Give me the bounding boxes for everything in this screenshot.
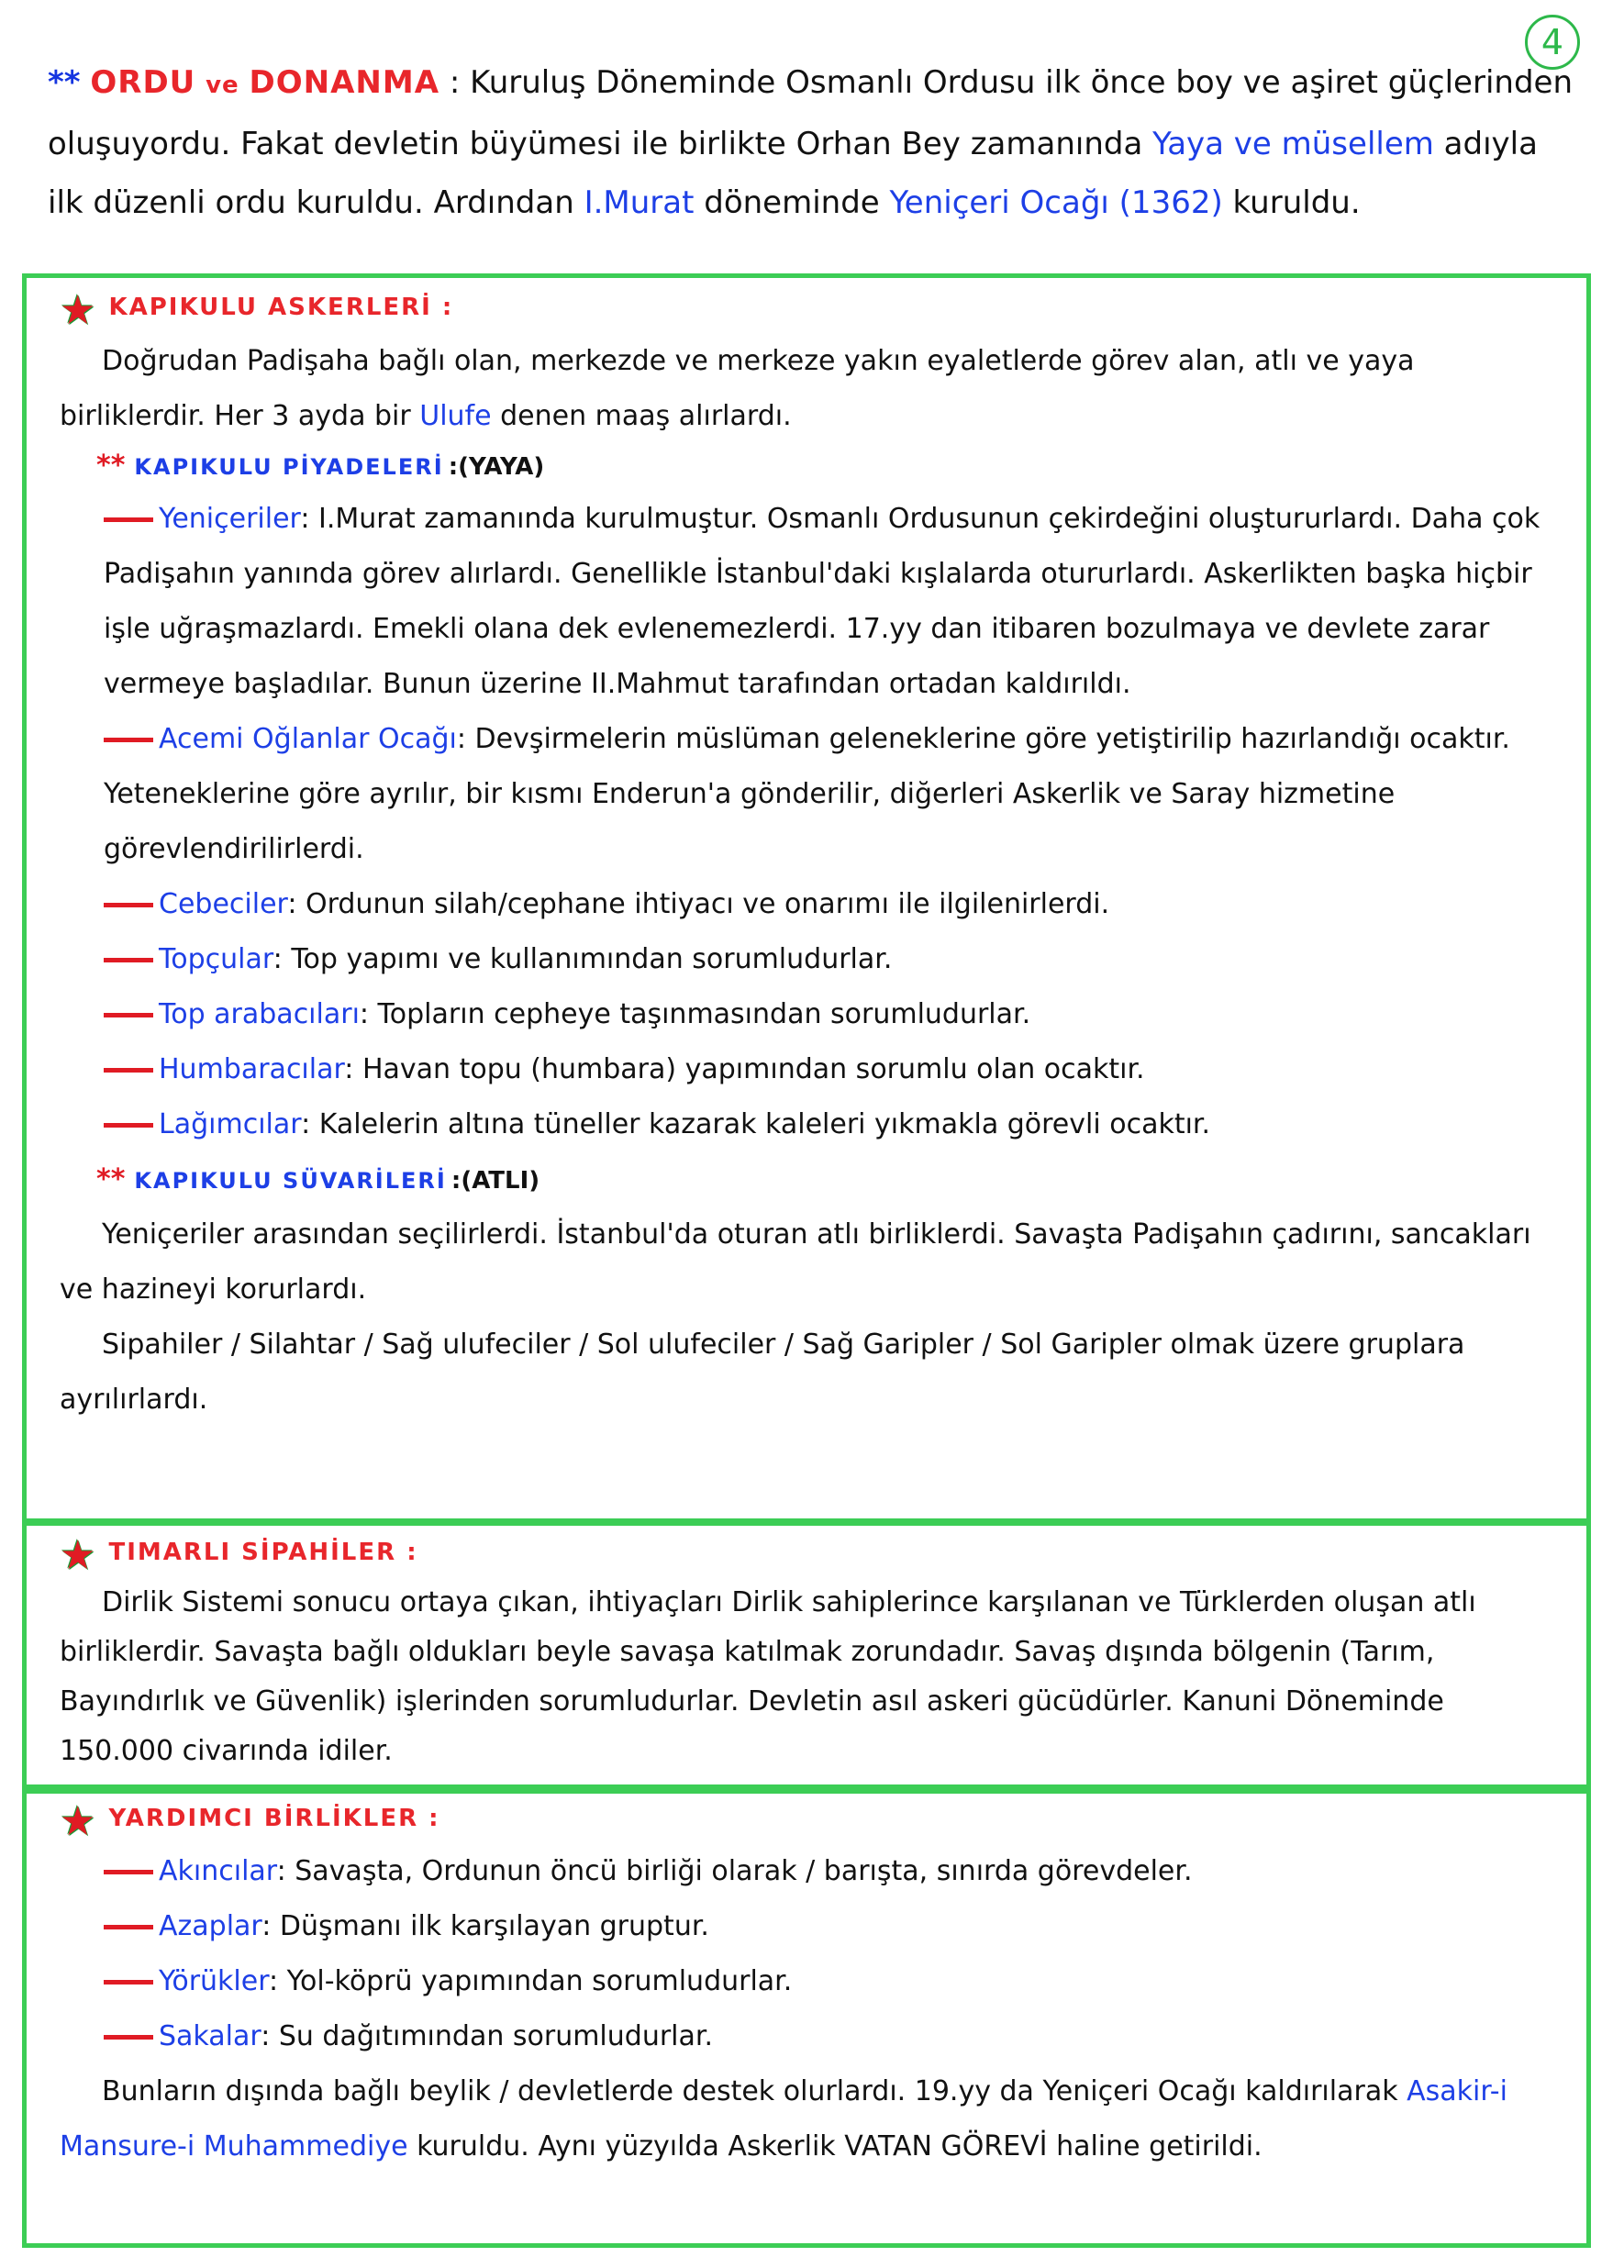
kapikulu-intro-a: Doğrudan Padişaha bağlı olan, merkezde ve merkeze yakın eyaletlerde görev alan, atlı ve yaya birliklerdir. Her 3 ayda bir <box>60 345 1415 432</box>
kapikulu-content <box>60 284 1564 1428</box>
item-text: : Topların cepheye taşınmasından sorumludurlar. <box>359 998 1031 1030</box>
term-akincilar: Akıncılar <box>159 1855 277 1887</box>
term-lagimcilar: Lağımcılar <box>159 1108 302 1140</box>
term-asakir: Asakir-i Mansure-i Muhammediye <box>60 2075 1507 2162</box>
dash-bullet <box>104 517 153 522</box>
timarli-title: TIMARLI SİPAHİLER : <box>108 1539 418 1566</box>
term-azaplar: Azaplar <box>159 1910 262 1942</box>
kapikulu-section <box>22 273 1591 1523</box>
page-number: 4 <box>1525 15 1580 70</box>
kapikulu-intro <box>60 334 1564 444</box>
item-text: : Top yapımı ve kullanımından sorumludurlar. <box>273 943 893 975</box>
item-text: : Ordunun silah/cephane ihtiyacı ve onarımı ile ilgilenirlerdi. <box>287 888 1110 920</box>
term-sakalar: Sakalar <box>159 2020 261 2052</box>
item-text: : Savaşta, Ordunun öncü birliği olarak / barışta, sınırda görevdeler. <box>276 1855 1193 1887</box>
piyade-item-topcular <box>60 932 1564 987</box>
item-text: : Su dağıtımından sorumludurlar. <box>261 2020 714 2052</box>
star-icon: ★ <box>60 286 96 334</box>
timarli-heading <box>60 1529 1564 1578</box>
term-humbaracilar: Humbaracılar <box>159 1053 345 1085</box>
item-text: : Düşmanı ilk karşılayan gruptur. <box>261 1910 709 1942</box>
yardimci-item-sakalar <box>60 2009 1564 2064</box>
header-text-a: Kuruluş Döneminde Osmanlı Ordusu ilk önce boy ve aşiret güçlerinden oluşuyordu. Fakat devletin büyümesi ile birlikte Orhan Bey zamanında <box>48 64 1573 162</box>
dash-bullet <box>104 1123 153 1128</box>
piyade-title: KAPIKULU PİYADELERİ <box>134 454 444 480</box>
yardimci-content <box>60 1796 1564 2174</box>
suvari-heading <box>60 1156 1564 1207</box>
suvari-para-2: Sipahiler / Silahtar / Sağ ulufeciler / Sol ulufeciler / Sağ Garipler / Sol Garipler olmak üzere gruplara ayrılırlardı. <box>60 1329 1465 1416</box>
term-murat: I.Murat <box>584 184 695 221</box>
dash-bullet <box>104 738 153 742</box>
term-yeniceri-ocagi: Yeniçeri Ocağı (1362) <box>889 184 1223 221</box>
term-acemi-oglanlar: Acemi Oğlanlar Ocağı <box>159 723 457 755</box>
term-yeniceriler: Yeniçeriler <box>159 503 301 535</box>
yardimci-title: YARDIMCI BİRLİKLER : <box>108 1805 440 1832</box>
term-top-arabacilari: Top arabacıları <box>159 998 360 1030</box>
dash-bullet <box>104 1870 153 1874</box>
header-text-d: kuruldu. <box>1222 184 1361 221</box>
timarli-content <box>60 1529 1564 1776</box>
timarli-text: Dirlik Sistemi sonucu ortaya çıkan, ihtiyaçları Dirlik sahiplerince karşılanan ve Türklerden oluşan atlı birliklerdir. Savaşta bağlı oldukları beyle savaşa katılmak zorundadır. Savaş dışında bölgenin (Tarım, Bayındırlık ve Güvenlik) işlerinden sorumludurlar. Devletin asıl askeri gücüdürler. Kanuni Döneminde 150.000 civarında idiler. <box>60 1586 1476 1767</box>
header-title-donanma: DONANMA <box>249 64 440 101</box>
closing-text-b: kuruldu. Aynı yüzyılda Askerlik VATAN GÖREVİ haline getirildi. <box>407 2130 1262 2162</box>
item-text: : Devşirmelerin müslüman geleneklerine göre yetiştirilip hazırlandığı ocaktır. Yeteneklerine göre ayrılır, bir kısmı Enderun'a gönderilir, diğerleri Askerlik ve Saray hizmetine görevlendirilirlerdi. <box>104 723 1510 865</box>
header-text-c: döneminde <box>694 184 890 221</box>
yardimci-item-yorukler <box>60 1954 1564 2009</box>
header-title-ordu: ORDU <box>90 64 196 101</box>
header-paragraph <box>48 53 1576 232</box>
item-text: : I.Murat zamanında kurulmuştur. Osmanlı Ordusunun çekirdeğini oluştururlardı. Daha çok Padişahın yanında görev alırlardı. Genellikle İstanbul'daki kışlalarda otururlardı. Askerlikten başka hiçbir işle uğraşmazlardı. Emekli olana dek evlenemezlerdi. 17.yy dan itibaren bozulmaya ve devlete zarar vermeye başladılar. Bunun üzerine II.Mahmut tarafından ortadan kaldırıldı. <box>104 503 1541 700</box>
star-icon: ★ <box>60 1531 96 1579</box>
header-text-b: adıyla ilk düzenli ordu kuruldu. Ardından <box>48 126 1538 221</box>
term-ulufe: Ulufe <box>419 400 492 432</box>
kapikulu-title: KAPIKULU ASKERLERİ : <box>108 294 454 321</box>
closing-text-a: Bunların dışında bağlı beylik / devletlerde destek olurlardı. 19.yy da Yeniçeri Ocağı kaldırılarak <box>102 2075 1407 2107</box>
yardimci-item-azaplar <box>60 1899 1564 1954</box>
timarli-section <box>22 1521 1591 1789</box>
piyade-heading <box>60 444 1564 492</box>
piyade-item-lagimcilar <box>60 1097 1564 1152</box>
term-yorukler: Yörükler <box>159 1965 270 1997</box>
piyade-item-humbaracilar <box>60 1042 1564 1097</box>
header-title-conj: ve <box>206 72 239 99</box>
piyade-stars: ** <box>96 450 126 482</box>
term-cebeciler: Cebeciler <box>159 888 288 920</box>
item-text: : Yol-köprü yapımından sorumludurlar. <box>269 1965 793 1997</box>
dash-bullet <box>104 1925 153 1929</box>
dash-bullet <box>104 1980 153 1984</box>
piyade-item-acemi <box>60 712 1564 877</box>
term-topcular: Topçular <box>159 943 273 975</box>
yardimci-item-akincilar <box>60 1844 1564 1899</box>
piyade-item-top-arabacilari <box>60 987 1564 1042</box>
item-text: : Kalelerin altına tüneller kazarak kaleleri yıkmakla görevli ocaktır. <box>301 1108 1211 1140</box>
yardimci-section <box>22 1789 1591 2248</box>
dash-bullet <box>104 2035 153 2040</box>
yardimci-closing <box>60 2064 1564 2174</box>
piyade-item-cebeciler <box>60 877 1564 932</box>
header-stars: ** <box>48 64 81 101</box>
suvari-title: KAPIKULU SÜVARİLERİ <box>134 1168 447 1194</box>
dash-bullet <box>104 958 153 962</box>
dash-bullet <box>104 903 153 907</box>
suvari-para-1: Yeniçeriler arasından seçilirlerdi. İstanbul'da oturan atlı birliklerdi. Savaşta Padişahın çadırını, sancakları ve hazineyi korurlardı. <box>60 1218 1531 1306</box>
piyade-item-yeniceriler <box>60 492 1564 712</box>
header-colon: : <box>439 64 461 101</box>
item-text: : Havan topu (humbara) yapımından sorumlu olan ocaktır. <box>344 1053 1145 1085</box>
kapikulu-heading <box>60 284 1564 334</box>
dash-bullet <box>104 1013 153 1017</box>
suvari-suffix: :(ATLI) <box>450 1167 540 1195</box>
suvari-stars: ** <box>96 1163 126 1195</box>
kapikulu-intro-b: denen maaş alırlardı. <box>491 400 792 432</box>
star-icon: ★ <box>60 1797 96 1845</box>
piyade-suffix: :(YAYA) <box>448 453 545 481</box>
yardimci-heading <box>60 1796 1564 1844</box>
term-yaya-musellem: Yaya ve müsellem <box>1152 126 1434 162</box>
dash-bullet <box>104 1068 153 1073</box>
